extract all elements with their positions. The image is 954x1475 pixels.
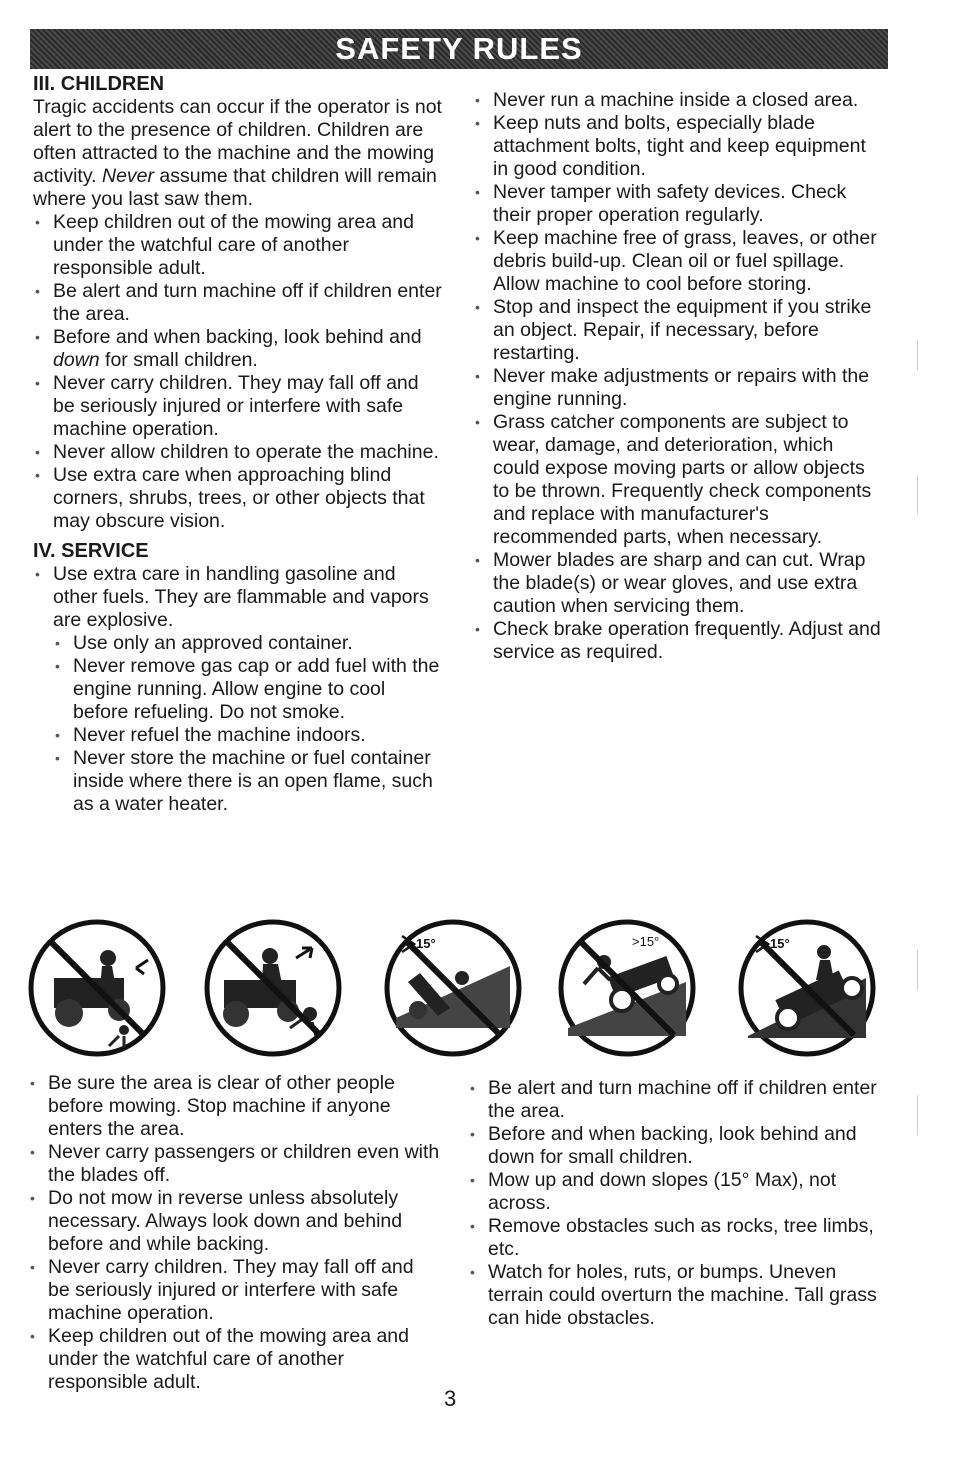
margin-mark xyxy=(917,950,918,990)
slope-label: 15° xyxy=(416,936,436,951)
list-item: • Never allow children to operate the machine. xyxy=(33,441,445,464)
slope-label-gt: >15° xyxy=(632,934,660,949)
sub-item: • Never store the machine or fuel container inside where there is an open flame, such as a water heater. xyxy=(53,747,445,816)
list-item xyxy=(33,326,445,372)
right-column xyxy=(473,89,885,664)
list-item: • Keep children out of the mowing area and under the watchful care of another responsible adult. xyxy=(33,211,445,280)
list-item: • Never carry passengers or children even with the blades off. xyxy=(28,1141,440,1187)
list-item: • Keep children out of the mowing area and under the watchful care of another responsible adult. xyxy=(28,1325,440,1394)
list-item: • Never run a machine inside a closed area. xyxy=(473,89,885,112)
children-heading: III. CHILDREN xyxy=(33,73,165,95)
service-list xyxy=(33,563,445,816)
children-list xyxy=(33,211,445,533)
bottom-right-list xyxy=(468,1077,880,1330)
intro-emphasis: Never xyxy=(101,165,155,187)
margin-mark xyxy=(917,475,918,515)
intro-text-1: Tragic accidents can occur if the operator is not alert to the presence of children. Children are often attracted to the machine and the mowing activity. xyxy=(33,96,442,187)
list-item: • Before and when backing, look behind and down for small children. xyxy=(468,1123,880,1169)
list-item: • Remove obstacles such as rocks, tree limbs, etc. xyxy=(468,1215,880,1261)
bottom-left-list xyxy=(28,1072,440,1394)
slope-label: 15° xyxy=(770,936,790,951)
list-item: • Never make adjustments or repairs with the engine running. xyxy=(473,365,885,411)
list-item: • Use extra care when approaching blind corners, shrubs, trees, or other objects that may obscure vision. xyxy=(33,464,445,533)
no-steep-ascent-icon xyxy=(734,918,880,1058)
list-item: • Keep nuts and bolts, especially blade attachment bolts, tight and keep equipment in good condition. xyxy=(473,112,885,181)
no-children-behind-icon xyxy=(24,918,170,1058)
sub-item: • Never refuel the machine indoors. xyxy=(53,724,445,747)
item-text: Before and when backing, look behind and xyxy=(53,326,422,348)
list-item: • Watch for holes, ruts, or bumps. Uneven terrain could overturn the machine. Tall grass can hide obstacles. xyxy=(468,1261,880,1330)
item-text: for small children. xyxy=(99,349,258,371)
list-item: • Be sure the area is clear of other people before mowing. Stop machine if anyone enters the area. xyxy=(28,1072,440,1141)
list-item: • Be alert and turn machine off if children enter the area. xyxy=(33,280,445,326)
item-text: Use extra care in handling gasoline and other fuels. They are flammable and vapors are explosive. xyxy=(53,563,429,631)
page-number: 3 xyxy=(444,1386,457,1411)
service-heading: IV. SERVICE xyxy=(33,540,149,562)
banner-title: SAFETY RULES xyxy=(335,31,583,66)
list-item: • Stop and inspect the equipment if you strike an object. Repair, if necessary, before restarting. xyxy=(473,296,885,365)
list-item: • Mower blades are sharp and can cut. Wrap the blade(s) or wear gloves, and use extra caution when servicing them. xyxy=(473,549,885,618)
margin-mark xyxy=(917,340,918,370)
intro-text-2: assume that children will remain where you last saw them. xyxy=(33,165,437,210)
no-steep-descent-icon xyxy=(554,918,700,1058)
list-item: • Check brake operation frequently. Adjust and service as required. xyxy=(473,618,885,664)
bottom-left-column xyxy=(28,1072,440,1394)
children-intro xyxy=(33,96,445,211)
list-item: • Grass catcher components are subject to wear, damage, and deterioration, which could expose moving parts or allow objects to be thrown. Frequently check components and replace with manufacturer's recommended parts, when necessary. xyxy=(473,411,885,549)
safety-rules-banner xyxy=(30,29,888,69)
bottom-right-column xyxy=(468,1077,880,1330)
list-item: • Never carry children. They may fall off and be seriously injured or interfere with safe machine operation. xyxy=(33,372,445,441)
list-item: • Be alert and turn machine off if children enter the area. xyxy=(468,1077,880,1123)
list-item: • Keep machine free of grass, leaves, or other debris build-up. Clean oil or fuel spillage. Allow machine to cool before storing. xyxy=(473,227,885,296)
list-item: • Never tamper with safety devices. Check their proper operation regularly. xyxy=(473,181,885,227)
list-item: • Do not mow in reverse unless absolutely necessary. Always look down and behind before and while backing. xyxy=(28,1187,440,1256)
no-slope-across-icon xyxy=(380,918,526,1058)
sub-item: • Use only an approved container. xyxy=(53,632,445,655)
margin-mark xyxy=(917,1095,918,1135)
list-item: • Mow up and down slopes (15° Max), not across. xyxy=(468,1169,880,1215)
no-passengers-icon xyxy=(200,918,346,1058)
safety-icons-row xyxy=(24,918,894,1058)
sub-item: • Never remove gas cap or add fuel with the engine running. Allow engine to cool before refueling. Do not smoke. xyxy=(53,655,445,724)
list-item: • Never carry children. They may fall off and be seriously injured or interfere with safe machine operation. xyxy=(28,1256,440,1325)
item-emphasis: down xyxy=(53,349,100,371)
list-item xyxy=(33,563,445,816)
left-column xyxy=(33,72,445,816)
right-list xyxy=(473,89,885,664)
fuel-sublist xyxy=(53,632,445,816)
